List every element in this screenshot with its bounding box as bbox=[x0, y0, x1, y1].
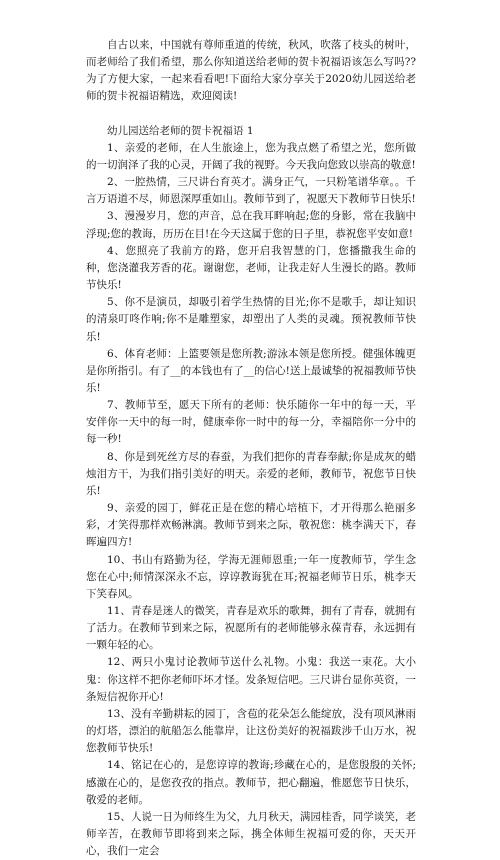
document-page bbox=[86, 37, 416, 860]
list-item: 1、亲爱的老师，在人生旅途上，您为我点燃了希望之光，您所做的一切润泽了我的心灵，开阔了我的视野。今天我向您致以崇高的敬意! bbox=[86, 141, 416, 171]
section-title: 幼儿园送给老师的贺卡祝福语 1 bbox=[107, 124, 254, 137]
list-item: 8、你是到死丝方尽的春蚕，为我们把你的青春奉献;你是成灰的蜡烛泪方干，为我们指引美好的明天。亲爱的老师，教师节，祝您节日快乐! bbox=[86, 450, 416, 497]
list-item: 7、教师节至，愿天下所有的老师：快乐随你一年中的每一天，平安伴你一天中的每一时，健康牵你一时中的每一分，幸福陪你一分中的每一秒! bbox=[86, 399, 416, 446]
list-item: 4、您照亮了我前方的路，您开启我智慧的门，您播撒我生命的种，您浇灌我芳香的花。谢谢您，老师，让我走好人生漫长的路。教师节快乐! bbox=[86, 244, 416, 292]
intro-paragraph: 自古以来，中国就有尊师重道的传统，秋风，吹落了枝头的树叶，而老师给了我们希望，那么你知道送给老师的贺卡祝福语该怎么写吗??为了方便大家，一起来看看吧!下面给大家分享关于2020幼儿园送给老师的贺卡祝福语精选，欢迎阅读! bbox=[86, 39, 416, 103]
list-item: 10、书山有路勤为径，学海无涯师恩重;一年一度教师节，学生念您在心中;师情深深永不忘，谆谆教诲犹在耳;祝福老师节日乐，桃李天下笑春风。 bbox=[86, 553, 416, 600]
list-item: 14、铭记在心的，是您谆谆的教诲;珍藏在心的，是您殷殷的关怀;感激在心的，是您孜孜的指点。教师节，把心翻遍，惟愿您节日快乐，敬爱的老师。 bbox=[86, 759, 416, 806]
list-item: 15、人说一日为师终生为父，九月秋天，满园桂香，同学谈笑，老师辛苦，在教师节即将到来之际，携全体师生祝福可爱的你，天天开心，我们一定会 bbox=[86, 810, 416, 858]
list-item: 5、你不是演员，却吸引着学生热情的目光;你不是歌手，却让知识的清泉叮咚作响;你不是雕塑家，却塑出了人类的灵魂。预祝教师节快乐! bbox=[86, 296, 416, 343]
list-item: 13、没有辛勤耕耘的园丁，含苞的花朵怎么能绽放，没有项风淋雨的灯塔，漂泊的航船怎么能靠岸，让这份美好的祝福跋涉千山万水，祝您教师节快乐! bbox=[86, 707, 416, 755]
list-item: 9、亲爱的园丁，鲜花正是在您的精心培植下，才开得那么艳丽多彩，才笑得那样欢畅淋漓。教师节到来之际，敬祝您：桃李满天下，春晖遍四方! bbox=[86, 502, 416, 549]
list-item: 6、体育老师：上篮要领是您所教;游泳本领是您所授。健强体魄更是你所指引。有了__的本钱也有了__的信心!送上最诚挚的祝福教师节快乐! bbox=[86, 347, 416, 394]
list-item: 3、漫漫岁月，您的声音，总在我耳畔响起;您的身影，常在我脑中浮现;您的教诲，历历在目!在今天这属于您的日子里，恭祝您平安如意! bbox=[86, 210, 416, 240]
list-item: 11、青春是迷人的微笑，青春是欢乐的歌舞，拥有了青春，就拥有了活力。在教师节到来之际，祝愿所有的老师能够永葆青春，永远拥有一颗年轻的心。 bbox=[86, 605, 416, 652]
list-item: 2、一腔热情，三尺讲台育英才。满身正气，一只粉笔谱华章。。千言万语道不尽，师恩深厚重如山。教师节到了，祝愿天下教师节日快乐! bbox=[86, 176, 416, 206]
list-item: 12、两只小鬼讨论教师节送什么礼物。小鬼：我送一束花。大小鬼：你这样不把你老师吓坏才怪。发条短信吧。三尺讲台显你英资，一条短信祝你开心! bbox=[86, 656, 416, 703]
